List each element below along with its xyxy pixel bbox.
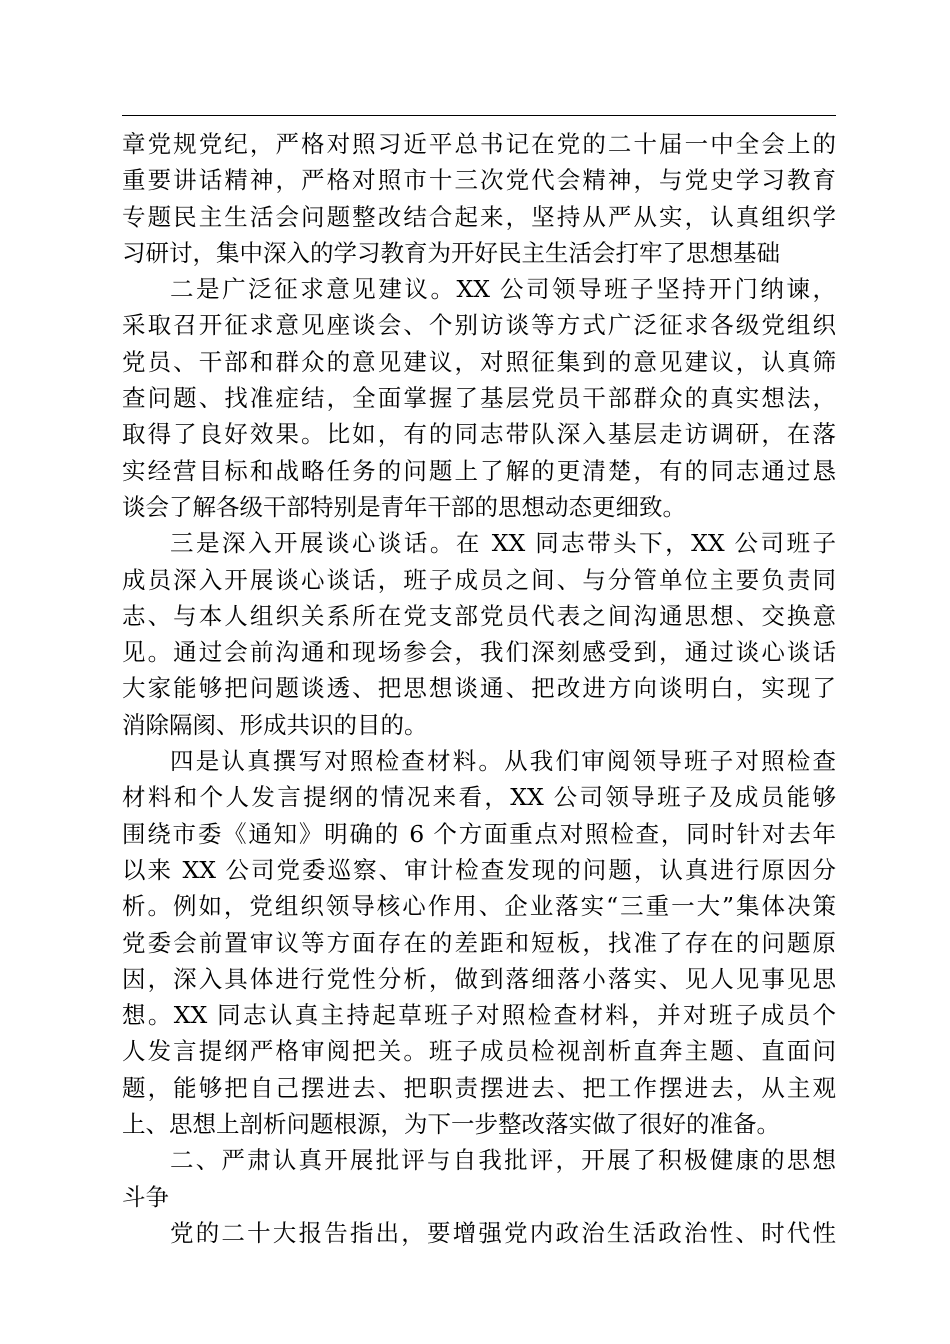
text-line: 成员深入开展谈心谈话，班子成员之间、与分管单位主要负责同 — [122, 565, 836, 594]
text-line: 二、严肃认真开展批评与自我批评，开展了积极健康的思想 — [170, 1146, 836, 1175]
text-line: 题，能够把自己摆进去、把职责摆进去、把工作摆进去，从主观 — [122, 1073, 836, 1102]
text-line: 实经营目标和战略任务的问题上了解的更清楚，有的同志通过恳 — [122, 456, 836, 485]
text-line: 专题民主生活会问题整改结合起来，坚持从严从实，认真组织学 — [122, 202, 836, 231]
text-line: 上、思想上剖析问题根源，为下一步整改落实做了很好的准备。 — [122, 1110, 780, 1139]
text-line: 章党规党纪，严格对照习近平总书记在党的二十届一中全会上的 — [122, 130, 836, 158]
document-body — [122, 126, 836, 1251]
text-line: 谈会了解各级干部特别是青年干部的思想动态更细致。 — [122, 492, 686, 521]
text-line: 消除隔阂、形成共识的目的。 — [122, 710, 428, 739]
text-line: 二是广泛征求意见建议。XX 公司领导班子坚持开门纳谏， — [170, 275, 836, 304]
text-line: 党委会前置审议等方面存在的差距和短板，找准了存在的问题原 — [122, 928, 836, 957]
text-line: 党的二十大报告指出，要增强党内政治生活政治性、时代性 — [170, 1218, 836, 1247]
text-line: 查问题、找准症结，全面掌握了基层党员干部群众的真实想法， — [122, 384, 836, 413]
text-line: 四是认真撰写对照检查材料。从我们审阅领导班子对照检查 — [170, 747, 836, 776]
text-line: 取得了良好效果。比如，有的同志带队深入基层走访调研，在落 — [122, 420, 836, 449]
header-rule — [122, 115, 836, 116]
text-line: 见。通过会前沟通和现场参会，我们深刻感受到，通过谈心谈话 — [122, 638, 836, 667]
text-line: 党员、干部和群众的意见建议，对照征集到的意见建议，认真筛 — [122, 347, 836, 376]
text-line: 志、与本人组织关系所在党支部党员代表之间沟通思想、交换意 — [122, 601, 836, 630]
text-line: 大家能够把问题谈透、把思想谈通、把改进方向谈明白，实现了 — [122, 674, 836, 703]
text-line: 材料和个人发言提纲的情况来看，XX 公司领导班子及成员能够 — [122, 783, 836, 812]
text-line: 采取召开征求意见座谈会、个别访谈等方式广泛征求各级党组织 — [122, 311, 836, 340]
text-line: 以来 XX 公司党委巡察、审计检查发现的问题，认真进行原因分 — [122, 855, 836, 884]
text-line: 重要讲话精神，严格对照市十三次党代会精神，与党史学习教育 — [122, 166, 836, 195]
text-line: 围绕市委《通知》明确的 6 个方面重点对照检查，同时针对去年 — [122, 819, 836, 848]
text-line: 想。XX 同志认真主持起草班子对照检查材料，并对班子成员个 — [122, 1001, 836, 1030]
text-line: 习研讨，集中深入的学习教育为开好民主生活会打牢了思想基础 — [122, 238, 780, 267]
text-line: 人发言提纲严格审阅把关。班子成员检视剖析直奔主题、直面问 — [122, 1037, 836, 1066]
text-line: 因，深入具体进行党性分析，做到落细落小落实、见人见事见思 — [122, 964, 836, 993]
text-line: 斗争 — [122, 1182, 169, 1211]
text-line: 析。例如，党组织领导核心作用、企业落实“三重一大”集体决策 — [122, 892, 836, 921]
text-line: 三是深入开展谈心谈话。在 XX 同志带头下，XX 公司班子 — [170, 529, 836, 558]
